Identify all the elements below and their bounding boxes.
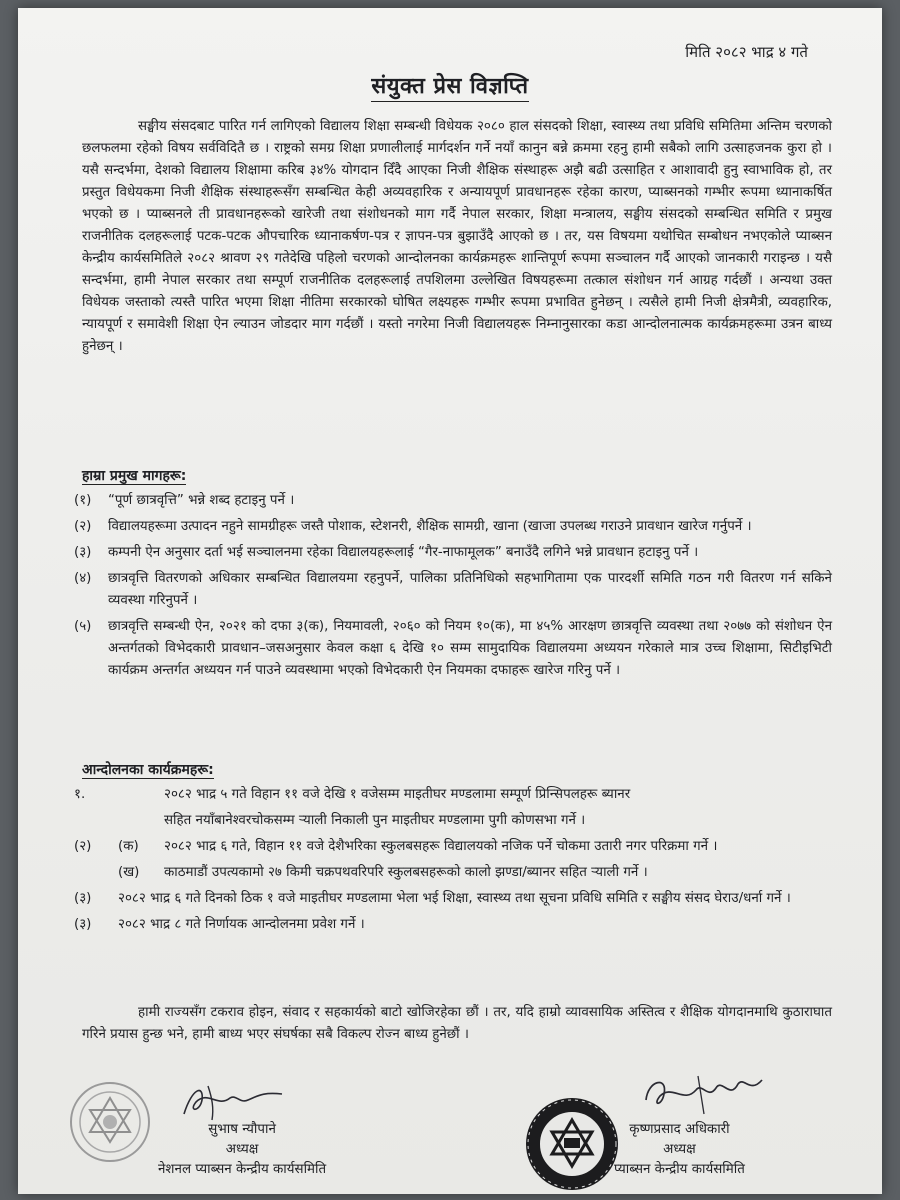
closing-paragraph: हामी राज्यसँग टकराव होइन, संवाद र सहकार्यको बाटो खोजिरहेका छौं । तर, यदि हाम्रो व्यावसायिक अस्तित्व र शैक्षिक योगदानमाथि कुठाराघात गरिने प्रयास हुन्छ भने, हामी बाध्य भएर संघर्षका सबै विकल्प रोज्न बाध्य हुनेछौं । [82,1005,832,1042]
program-item [74,914,832,936]
signature-1-icon [178,1078,288,1124]
demand-text: “पूर्ण छात्रवृत्ति” भन्ने शब्द हटाइनु पर्ने । [108,493,295,508]
demands-heading-text: हाम्रा प्रमुख मागहरू: [82,468,187,484]
document-title [18,70,882,100]
demand-text: छात्रवृत्ति सम्बन्धी ऐन, २०२१ को दफा ३(क), नियमावली, २०६० को नियम १०(क), मा ४५% आरक्षण छात्रवृत्ति व्यवस्था तथा २०७७ को संशोधन ऐन अन्तर्गतको विभेदकारी प्रावधान–जसअनुसार केवल कक्षा ६ देखि १० सम्म सामुदायिक विद्यालयमा अध्ययन गरेकाले मात्र उच्च शिक्षामा, सिटीइभिटी कार्यक्रम अन्तर्गत अध्ययन गर्न पाउने व्यवस्थामा भएको विभेदकारी ऐन नियमका दफाहरू खारेज गरिनु पर्ने । [108,619,832,678]
demand-number: (१) [74,493,92,508]
demand-text: छात्रवृत्ति वितरणको अधिकार सम्बन्धित विद्यालयमा रहनुपर्ने, पालिका प्रतिनिधिको सहभागितामा एक पारदर्शी समिति गठन गरी वितरण गर्न सकिने व्यवस्था गरिनुपर्ने । [108,571,832,608]
date-line: मिति २०८२ भाद्र ४ गते [685,43,808,61]
pabson-seal-icon [524,1096,620,1192]
program-number: १. [74,787,86,802]
program-item [74,888,832,910]
demand-item [74,490,832,512]
signatory-org: प्याब्सन केन्द्रीय कार्यसमिति [614,1162,745,1177]
signatory-name: कृष्णप्रसाद अधिकारी [629,1122,730,1137]
signatory-role: अध्यक्ष [225,1142,259,1157]
program-item [74,862,832,884]
title-text: संयुक्त प्रेस विज्ञप्ति [371,74,528,102]
demand-text: कम्पनी ऐन अनुसार दर्ता भई सञ्चालनमा रहेका विद्यालयहरूलाई “गैर-नाफामूलक” बनाउँदै लगिने भन्ने प्रावधान हटाइनु पर्ने । [108,545,699,560]
demand-number: (५) [74,619,92,634]
demands-list [74,490,832,686]
program-sub-label: (ख) [118,865,140,880]
program-continuation: सहित नयाँबानेश्वरचोकसम्म र्‍याली निकाली पुन माइतीघर मण्डलामा पुगी कोणसभा गर्ने । [164,813,586,828]
signatory-name: सुभाष न्यौपाने [208,1122,276,1137]
press-release-page [18,8,882,1194]
programs-list [74,784,832,940]
demand-item [74,616,832,682]
demand-number: (४) [74,571,92,586]
demand-item [74,568,832,612]
programs-heading-text: आन्दोलनका कार्यक्रमहरू: [82,762,214,778]
demands-heading [82,466,186,485]
demand-item [74,516,832,538]
national-pabson-seal-icon [68,1080,152,1164]
demand-item [74,542,832,564]
demand-number: (२) [74,519,92,534]
programs-heading [82,760,214,779]
intro-paragraph: सङ्घीय संसदबाट पारित गर्न लागिएको विद्यालय शिक्षा सम्बन्धी विधेयक २०८० हाल संसदको शिक्षा, स्वास्थ्य तथा प्रविधि समितिमा अन्तिम चरणको छलफलमा रहेको विषय सर्वविदितै छ । राष्ट्रको समग्र शिक्षा प्रणालीलाई मार्गदर्शन गर्ने नयाँ कानुन बन्ने क्रममा रहनु हामी सबैको लागि उत्साहजनक कुरा हो । यसै सन्दर्भमा, देशको विद्यालय शिक्षामा करिब ३४% योगदान दिँदै आएका निजी शैक्षिक संस्थाहरू अझै बढी उत्साहित र आशावादी हुनु स्वाभाविक हो, तर प्रस्तुत विधेयकमा निजी शैक्षिक संस्थाहरूसँग सम्बन्धित केही अव्यवहारिक र अन्यायपूर्ण प्रावधानहरू रहेका कारण, प्याब्सनको गम्भीर रूपमा ध्यानाकर्षित भएको छ । प्याब्सनले ती प्रावधानहरूको खारेजी तथा संशोधनको माग गर्दै नेपाल सरकार, शिक्षा मन्त्रालय, सङ्घीय संसदको सम्बन्धित समिति र प्रमुख राजनीतिक दलहरूलाई पटक-पटक औपचारिक ध्यानाकर्षण-पत्र र ज्ञापन-पत्र बुझाउँदै आएको छ । तर, यस विषयमा यथोचित सम्बोधन नभएकोले प्याब्सन केन्द्रीय कार्यसमितिले २०८२ श्रावण २९ गतेदेखि पहिलो चरणको आन्दोलनका कार्यक्रमहरू शान्तिपूर्ण रूपमा सञ्चालन गर्दै आएको जानकारी गराइन्छ । यसै सन्दर्भमा, हामी नेपाल सरकार तथा सम्पूर्ण राजनीतिक दलहरूलाई तपशिलमा उल्लेखित विषयहरूमा तत्काल संशोधन गर्न आग्रह गर्दछौं । अन्यथा उक्त विधेयक जस्ताको त्यस्तै पारित भएमा शिक्षा नीतिमा सरकारको घोषित लक्ष्यहरू गम्भीर रूपमा प्रभावित हुनेछन् । त्यसैले हामी निजी क्षेत्रमैत्री, व्यवहारिक, न्यायपूर्ण र समावेशी शिक्षा ऐन ल्याउन जोडदार माग गर्दछौं । यस्तो नगरेमा निजी विद्यालयहरू निम्नानुसारका कडा आन्दोलनात्मक कार्यक्रमहरूमा उत्रन बाध्य हुनेछन् । [82,119,832,354]
program-text: २०८२ भाद्र ६ गते, विहान ११ वजे देशैभरिका स्कुलबसहरू विद्यालयको नजिक पर्ने चोकमा उतारी नगर परिक्रमा गर्ने । [164,839,718,854]
program-number: (३) [74,917,92,932]
signatory-2 [614,1120,745,1180]
program-number: (३) [74,891,92,906]
program-item [74,836,832,858]
signature-2-icon [638,1070,768,1118]
signatory-role: अध्यक्ष [663,1142,696,1157]
program-number-spacer [74,862,118,884]
program-text: काठमाडौं उपत्यकामो २७ किमी चक्रपथवरिपरि स्कुलबसहरूको कालो झण्डा/ब्यानर सहित र्‍याली गर्ने । [164,865,648,880]
program-item [74,784,832,806]
program-text: २०८२ भाद्र ६ गते दिनको ठिक १ वजे माइतीघर मण्डलामा भेला भई शिक्षा, स्वास्थ्य तथा सूचना प्रविधि समिति र सङ्घीय संसद घेराउ/धर्ना गर्ने । [118,891,791,906]
program-sub-label: (क) [118,839,139,854]
signatory-1 [158,1120,326,1180]
program-text: २०८२ भाद्र ५ गते विहान ११ वजे देखि १ वजेसम्म माइतीघर मण्डलामा सम्पूर्ण प्रिन्सिपलहरू ब्यानर [164,787,631,802]
demand-number: (३) [74,545,92,560]
demand-text: विद्यालयहरूमा उत्पादन नहुने सामग्रीहरू जस्तै पोशाक, स्टेशनरी, शैक्षिक सामग्री, खाना (खाजा उपलब्ध गराउने प्रावधान खारेज गर्नुपर्ने । [108,519,752,534]
program-text: २०८२ भाद्र ८ गते निर्णायक आन्दोलनमा प्रवेश गर्ने । [118,917,365,932]
program-number: (२) [74,839,92,854]
signatory-org: नेशनल प्याब्सन केन्द्रीय कार्यसमिति [158,1162,327,1177]
